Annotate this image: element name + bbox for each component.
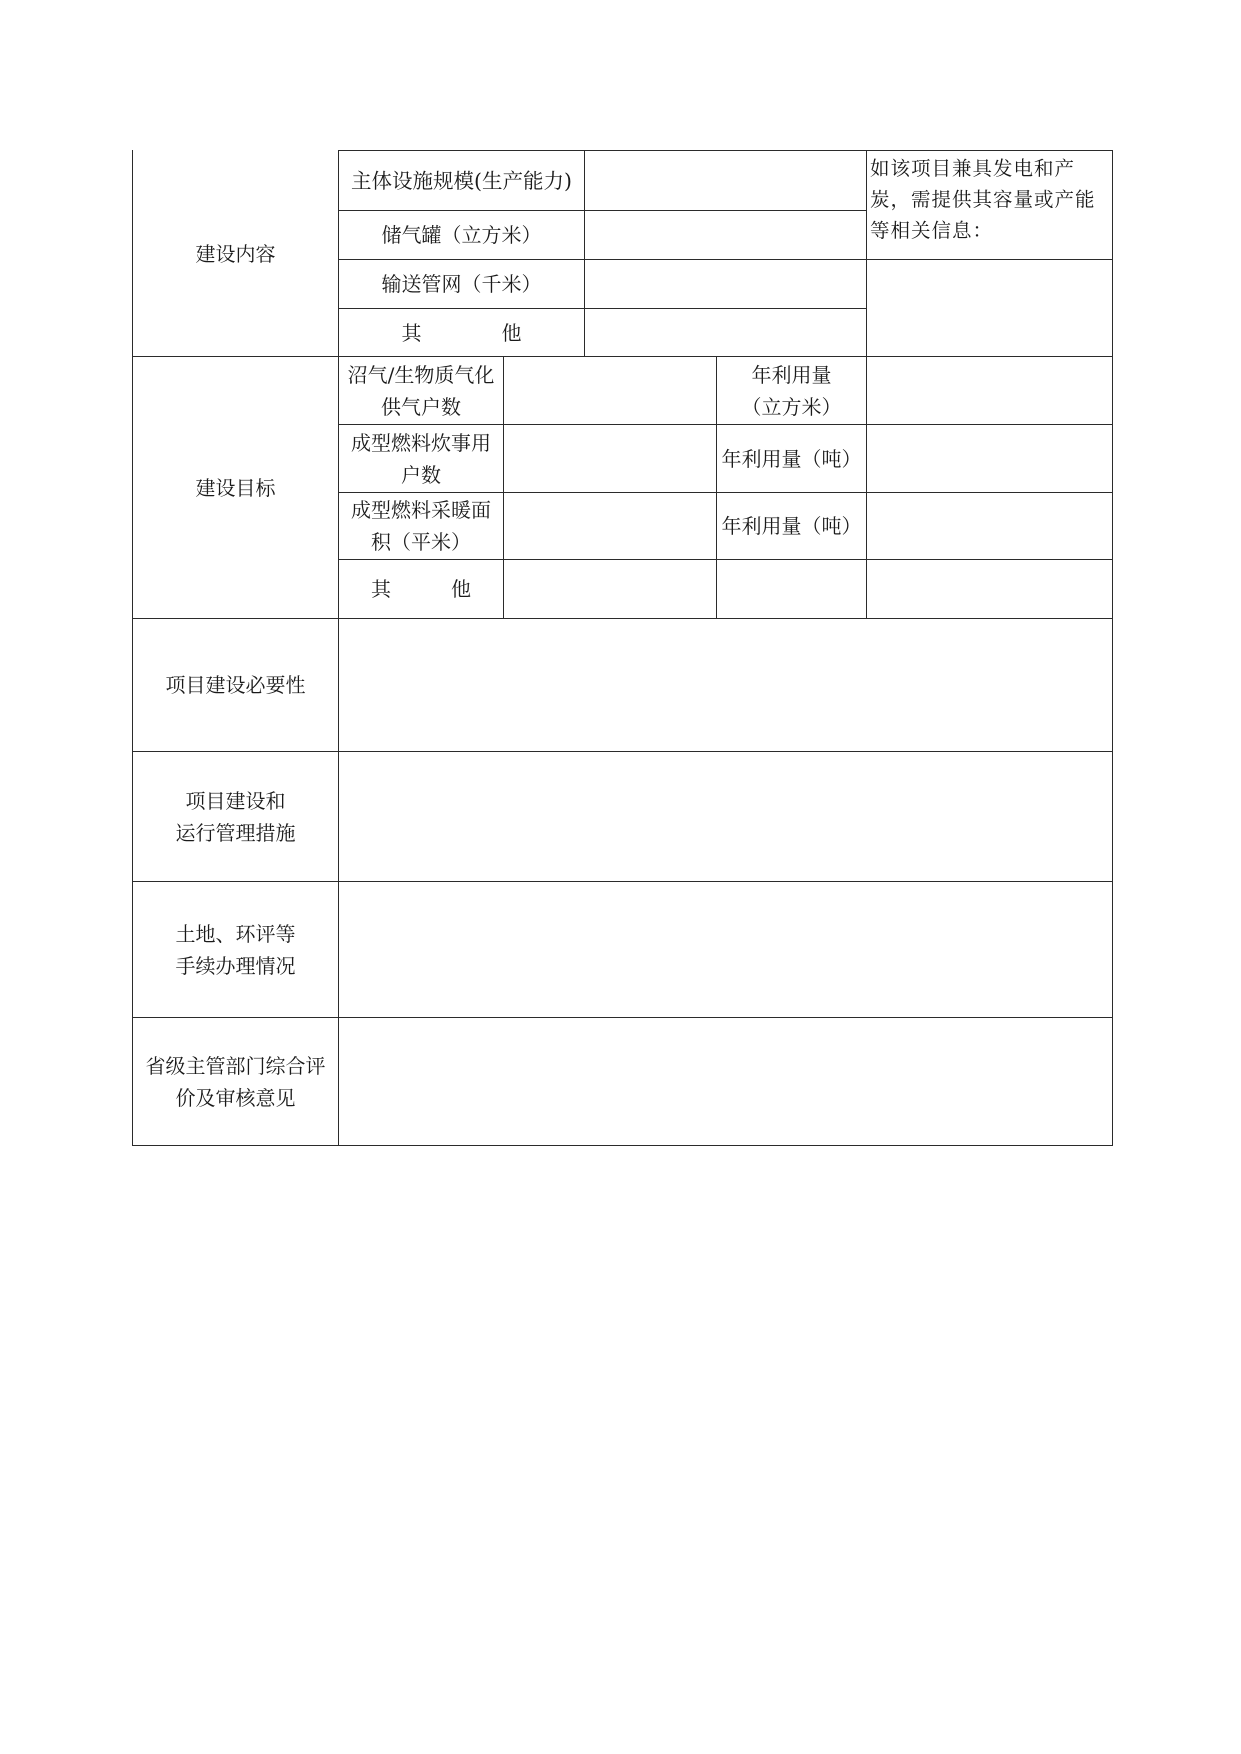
label-line: 积（平米） bbox=[371, 530, 471, 554]
annual-usage-tons-input[interactable] bbox=[867, 425, 1112, 492]
label-line: 运行管理措施 bbox=[175, 820, 296, 845]
construction-content-label: 建设内容 bbox=[195, 241, 276, 266]
main-facility-scale-label: 主体设施规模(生产能力) bbox=[351, 168, 572, 193]
annual-usage-tons-label: 年利用量（吨） bbox=[721, 514, 862, 538]
label-line: （立方米） bbox=[741, 394, 842, 419]
annual-usage-tons-label: 年利用量（吨） bbox=[721, 446, 862, 471]
label-line: 项目建设和 bbox=[185, 788, 286, 813]
pipeline-network-input[interactable] bbox=[585, 260, 866, 308]
goal-other-input[interactable] bbox=[504, 560, 716, 618]
fuel-cooking-households-label bbox=[339, 425, 503, 492]
label-line: 项目建设必要性 bbox=[165, 673, 306, 697]
capacity-note-line: 等相关信息： bbox=[870, 219, 994, 242]
gas-tank-input[interactable] bbox=[585, 211, 866, 259]
provincial-review-label bbox=[133, 1018, 338, 1145]
table-line bbox=[1112, 150, 1113, 1146]
fuel-heating-area-input[interactable] bbox=[504, 493, 716, 559]
fuel-heating-area-label bbox=[339, 493, 503, 559]
main-facility-scale-input[interactable] bbox=[585, 151, 866, 210]
goal-other-usage-input[interactable] bbox=[867, 560, 1112, 618]
provincial-review-input[interactable] bbox=[339, 1018, 1112, 1145]
gas-tank-label: 储气罐（立方米） bbox=[381, 223, 542, 247]
table-line bbox=[132, 1145, 1113, 1146]
label-line: 土地、环评等 bbox=[175, 921, 296, 946]
label-line: 供气户数 bbox=[381, 394, 461, 419]
label-line: 成型燃料采暖面 bbox=[351, 498, 491, 522]
land-eia-procedures-input[interactable] bbox=[339, 882, 1112, 1017]
annual-usage-input[interactable] bbox=[867, 357, 1112, 424]
goal-other-label-part: 他 bbox=[451, 577, 471, 601]
land-eia-procedures-label bbox=[133, 882, 338, 1017]
capacity-note-line: 如该项目兼具发电和产 bbox=[870, 157, 1076, 180]
label-line: 价及审核意见 bbox=[175, 1085, 296, 1110]
capacity-note bbox=[867, 151, 1112, 259]
content-other-input[interactable] bbox=[585, 309, 866, 356]
annual-usage-label bbox=[717, 357, 866, 424]
content-other-label-part: 他 bbox=[501, 320, 522, 345]
label-line: 手续办理情况 bbox=[175, 953, 296, 978]
label-line: 成型燃料炊事用 bbox=[351, 430, 491, 455]
annual-usage-tons-input[interactable] bbox=[867, 493, 1112, 559]
label-line: 户数 bbox=[401, 462, 441, 487]
goal-other-usage-label[interactable] bbox=[717, 560, 866, 618]
construction-management-input[interactable] bbox=[339, 752, 1112, 881]
goal-other-label bbox=[339, 560, 503, 618]
pipeline-network-label: 输送管网（千米） bbox=[381, 272, 542, 296]
project-necessity-input[interactable] bbox=[339, 619, 1112, 751]
biogas-households-label bbox=[339, 357, 503, 424]
content-other-label-part: 其 bbox=[401, 320, 422, 345]
fuel-cooking-households-input[interactable] bbox=[504, 425, 716, 492]
label-line: 沼气/生物质气化 bbox=[347, 362, 495, 387]
biogas-households-input[interactable] bbox=[504, 357, 716, 424]
capacity-note-line: 炭，需提供其容量或产能 bbox=[870, 188, 1096, 211]
project-necessity-label bbox=[133, 619, 338, 751]
goal-other-label-part: 其 bbox=[371, 577, 391, 601]
construction-goal-label: 建设目标 bbox=[195, 475, 276, 500]
content-other-label bbox=[339, 309, 584, 356]
capacity-note-input[interactable] bbox=[867, 260, 1112, 356]
label-line: 年利用量 bbox=[751, 362, 832, 387]
construction-management-label bbox=[133, 752, 338, 881]
label-line: 省级主管部门综合评 bbox=[145, 1053, 326, 1078]
